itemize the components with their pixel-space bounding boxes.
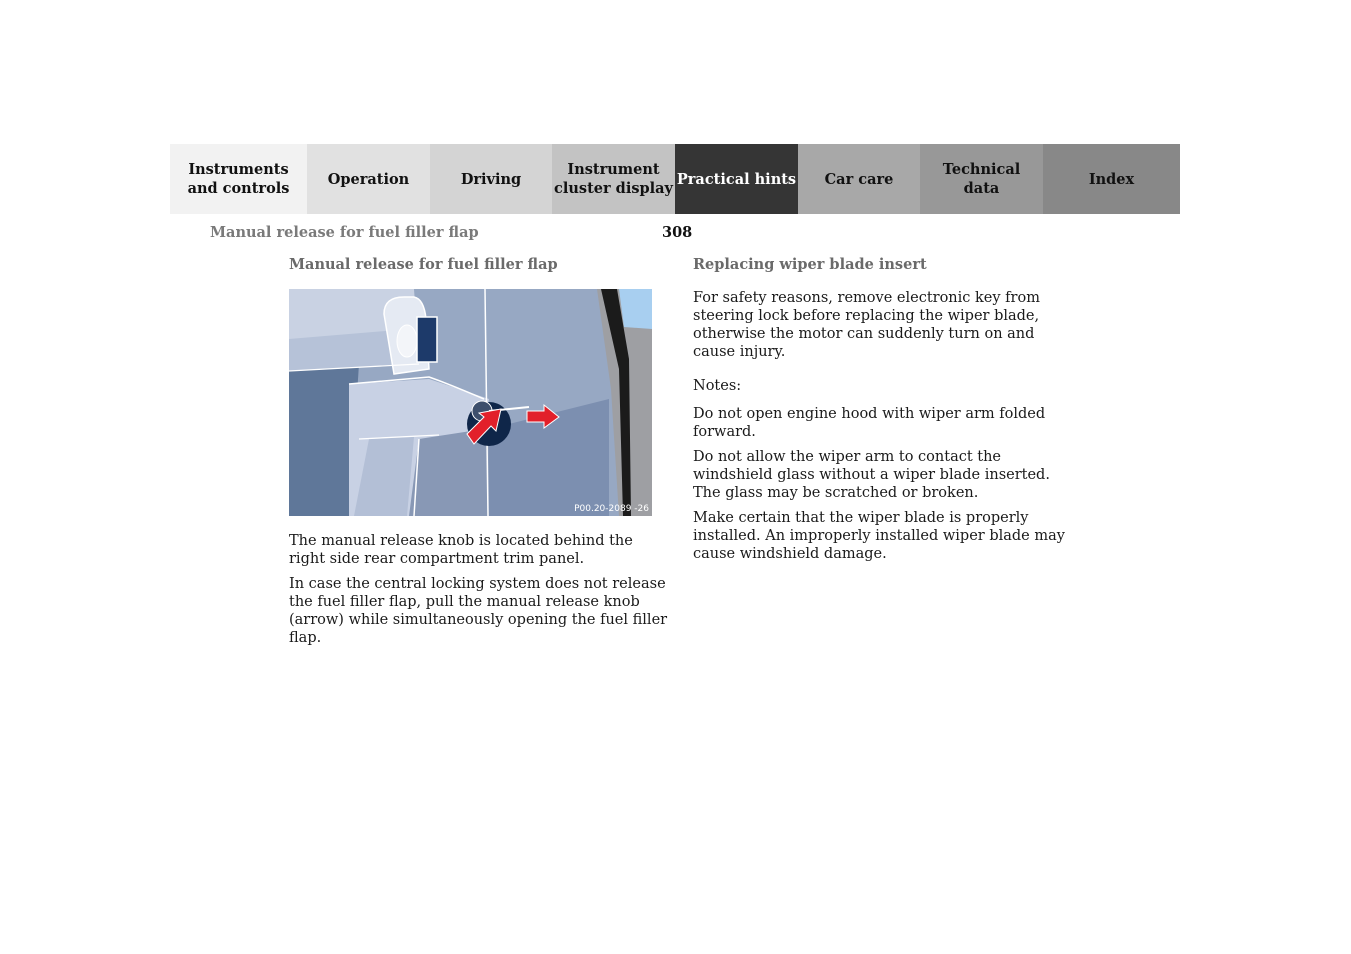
tab-instruments-and-controls[interactable]: Instruments and controls [170,144,307,214]
tab-technical-data[interactable]: Technical data [920,144,1043,214]
section-navigation [170,144,1180,214]
paragraph-knob-usage: In case the central locking system does not release the fuel filler flap, pull the manual release knob (arrow) while simultaneously opening the fuel filler flap. [289,576,668,646]
tab-driving[interactable]: Driving [430,144,552,214]
illustration-drawing [289,289,652,516]
section-heading-fuel-filler-flap: Manual release for fuel filler flap [289,256,558,273]
right-column [693,256,1073,570]
fuel-filler-release-illustration [289,289,652,516]
paragraph-knob-location: The manual release knob is located behind the right side rear compartment trim panel. [289,533,633,567]
tab-practical-hints[interactable]: Practical hints [675,144,798,214]
tab-index[interactable]: Index [1043,144,1180,214]
notes-label: Notes: [693,378,742,394]
section-heading-wiper-blade: Replacing wiper blade insert [693,256,927,273]
tab-operation[interactable]: Operation [307,144,430,214]
left-column [289,256,669,654]
paragraph-safety-intro: For safety reasons, remove electronic key from steering lock before replacing the wiper blade, otherwise the motor can suddenly turn on and cause injury. [693,290,1040,360]
running-head: Manual release for fuel filler flap [210,224,479,241]
page-number: 308 [662,224,693,241]
figure-code: P00.20-2089 -26 [574,504,649,514]
note-item: Make certain that the wiper blade is properly installed. An improperly installed wiper blade may cause windshield damage. [693,510,1065,562]
note-item: Do not open engine hood with wiper arm folded forward. [693,406,1046,440]
tab-instrument-cluster-display[interactable]: Instrument cluster display [552,144,675,214]
note-item: Do not allow the wiper arm to contact the windshield glass without a wiper blade inserted. The glass may be scratched or broken. [693,449,1050,501]
tab-car-care[interactable]: Car care [798,144,920,214]
